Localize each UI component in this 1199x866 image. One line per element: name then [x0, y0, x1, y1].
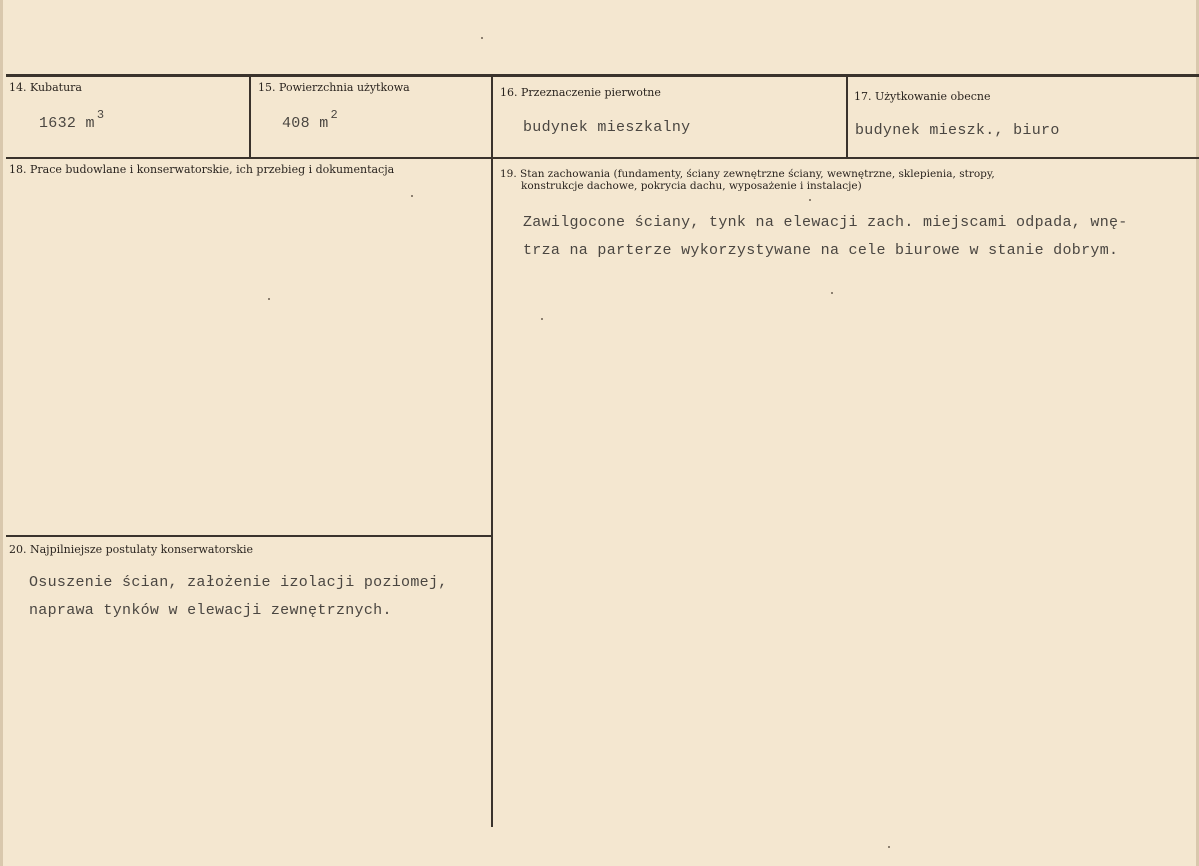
- field-19-text-line-2: trza na parterze wykorzystywane na cele biurowe w stanie dobrym.: [523, 242, 1119, 259]
- field-14-label: 14. Kubatura: [9, 81, 82, 94]
- field-19-label-line-1: 19. Stan zachowania (fundamenty, ściany zewnętrzne ściany, wewnętrzne, sklepienia, stropy,: [500, 168, 995, 180]
- field-16-value: budynek mieszkalny: [523, 119, 691, 136]
- field-18-label: 18. Prace budowlane i konserwatorskie, ich przebieg i dokumentacja: [9, 163, 395, 176]
- field-14-unit: m: [85, 115, 95, 132]
- paper-speck: [541, 318, 543, 320]
- divider-14-15: [249, 75, 251, 158]
- field-14-value: [39, 109, 104, 139]
- field-15-value: [282, 109, 338, 139]
- field-16-label: 16. Przeznaczenie pierwotne: [500, 86, 661, 99]
- field-17-label: 17. Użytkowanie obecne: [854, 90, 991, 103]
- paper-speck: [481, 37, 483, 39]
- field-14-exponent: 3: [96, 108, 105, 122]
- row1-bottom-rule: [6, 157, 1199, 159]
- paper-speck: [809, 199, 811, 201]
- section-18-bottom-rule: [6, 535, 493, 537]
- field-17-value: budynek mieszk., biuro: [855, 122, 1060, 139]
- paper-speck: [888, 846, 890, 848]
- paper-speck: [411, 195, 413, 197]
- field-20-text-line-1: Osuszenie ścian, założenie izolacji poziomej,: [29, 574, 448, 591]
- top-rule: [6, 74, 1199, 77]
- divider-16-17: [846, 75, 848, 158]
- divider-15-16: [491, 75, 493, 827]
- field-20-text-line-2: naprawa tynków w elewacji zewnętrznych.: [29, 602, 392, 619]
- field-15-label: 15. Powierzchnia użytkowa: [258, 81, 410, 94]
- field-15-unit: m: [319, 115, 329, 132]
- field-14-number: 1632: [39, 115, 77, 132]
- paper-speck: [268, 298, 270, 300]
- field-19-text-line-1: Zawilgocone ściany, tynk na elewacji zach. miejscami odpada, wnę-: [523, 214, 1128, 231]
- field-20-label: 20. Najpilniejsze postulaty konserwatorskie: [9, 543, 254, 556]
- field-19-label-line-2: konstrukcje dachowe, pokrycia dachu, wyposażenie i instalacje): [521, 180, 862, 192]
- field-15-number: 408: [282, 115, 310, 132]
- field-15-exponent: 2: [330, 108, 339, 122]
- paper-speck: [831, 292, 833, 294]
